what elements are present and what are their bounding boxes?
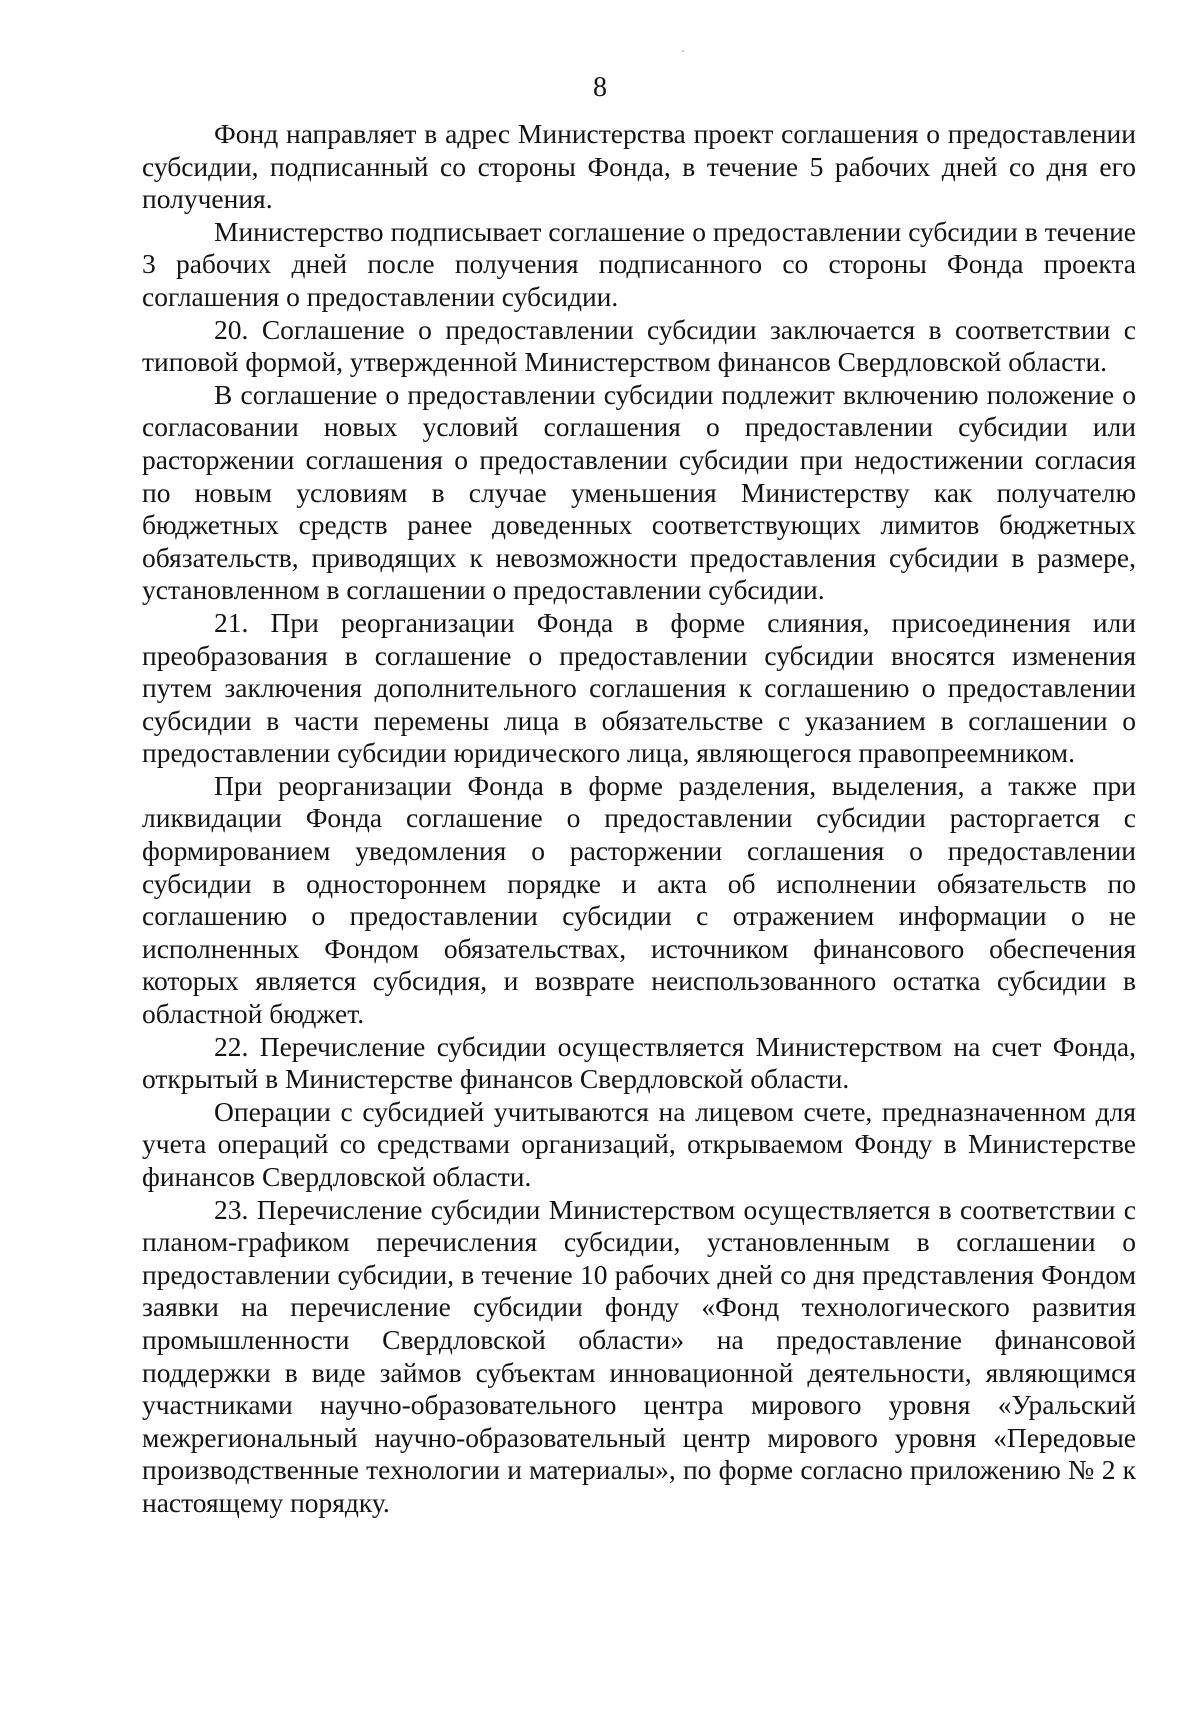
- paragraph-clause-22: 22. Перечисление субсидии осуществляется Министерством на счет Фонда, открытый в Министерстве финансов Свердловской области.: [142, 1030, 1136, 1095]
- paragraph-clause-23: 23. Перечисление субсидии Министерством осуществляется в соответствии с планом-графиком перечисления субсидии, установленным в соглашении о предоставлении субсидии, в течение 10 рабочих дней со дня представления Фондом заявки на перечисление субсидии фонду «Фонд технологического развития промышленности Свердловской области» на предоставление финансовой поддержки в виде займов субъектам инновационной деятельности, являющимся участниками научно-образовательного центра мирового уровня «Уральский межрегиональный научно-образовательный центр мирового уровня «Передовые производственные технологии и материалы», по форме согласно приложению № 2 к настоящему порядку.: [142, 1193, 1136, 1518]
- scan-speck: [682, 50, 684, 52]
- paragraph-reorganization-division: При реорганизации Фонда в форме разделения, выделения, а также при ликвидации Фонда соглашение о предоставлении субсидии расторгается с формированием уведомления о расторжении соглашения о предоставлении субсидии в одностороннем порядке и акта об исполнении обязательств по соглашению о предоставлении субсидии с отражением информации о не исполненных Фондом обязательствах, источником финансового обеспечения которых является субсидия, и возврате неиспользованного остатка субсидии в областной бюджет.: [142, 769, 1136, 1030]
- paragraph-new-conditions: В соглашение о предоставлении субсидии подлежит включению положение о согласовании новых условий соглашения о предоставлении субсидии или расторжении соглашения о предоставлении субсидии при недостижении согласия по новым условиям в случае уменьшения Министерству как получателю бюджетных средств ранее доведенных соответствующих лимитов бюджетных обязательств, приводящих к невозможности предоставления субсидии в размере, установленном в соглашении о предоставлении субсидии.: [142, 378, 1136, 606]
- paragraph-ministry-signs: Министерство подписывает соглашение о предоставлении субсидии в течение 3 рабочих дней после получения подписанного со стороны Фонда проекта соглашения о предоставлении субсидии.: [142, 215, 1136, 312]
- paragraph-operations-account: Операции с субсидией учитываются на лицевом счете, предназначенном для учета операций со средствами организаций, открываемом Фонду в Министерстве финансов Свердловской области.: [142, 1095, 1136, 1192]
- page-number: 8: [593, 72, 607, 103]
- paragraph-fund-sends-draft: Фонд направляет в адрес Министерства проект соглашения о предоставлении субсидии, подписанный со стороны Фонда, в течение 5 рабочих дней со дня его получения.: [142, 118, 1136, 215]
- paragraph-clause-21: 21. При реорганизации Фонда в форме слияния, присоединения или преобразования в соглашение о предоставлении субсидии вносятся изменения путем заключения дополнительного соглашения к соглашению о предоставлении субсидии в части перемены лица в обязательстве с указанием в соглашении о предоставлении субсидии юридического лица, являющегося правопреемником.: [142, 606, 1136, 769]
- document-body: [142, 118, 1136, 1520]
- paragraph-clause-20: 20. Соглашение о предоставлении субсидии заключается в соответствии с типовой формой, утвержденной Министерством финансов Свердловской области.: [142, 313, 1136, 378]
